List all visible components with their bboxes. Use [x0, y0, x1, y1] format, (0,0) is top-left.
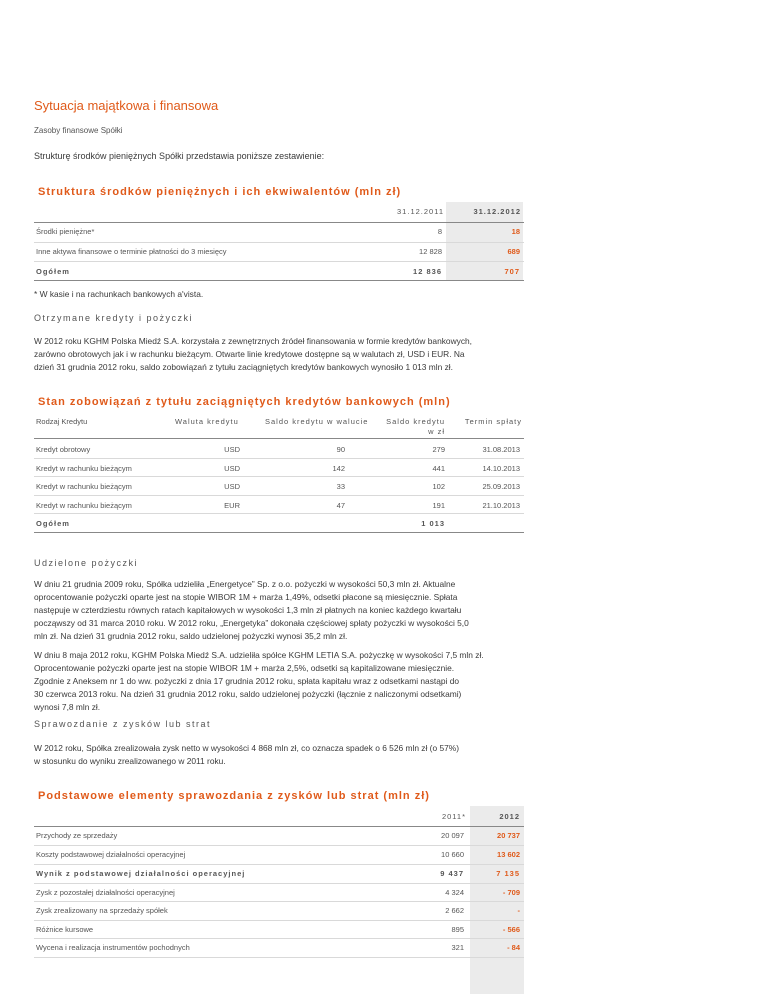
loans-received-title: Otrzymane kredyty i pożyczki: [34, 313, 194, 323]
table-cell: - 566: [502, 925, 520, 934]
table3-col-2012: 2012: [499, 812, 520, 821]
table2-header-due: Termin spłaty: [464, 417, 522, 426]
table2-total-label: Ogółem: [36, 519, 70, 528]
table-cell: 12 836: [413, 267, 442, 276]
table-row-label: Środki pieniężne*: [36, 227, 95, 236]
table-cell: 707: [504, 267, 520, 276]
table-cell: 689: [507, 247, 520, 256]
table-row-label: Wycena i realizacja instrumentów pochodnych: [36, 943, 190, 952]
table-cell: - 709: [502, 888, 520, 897]
table-row-label: Kredyt obrotowy: [36, 445, 91, 454]
table-cell: 12 828: [419, 247, 442, 256]
table-cell: 13 602: [497, 850, 520, 859]
table-cell: 441: [432, 464, 445, 473]
table-cell: 7 135: [496, 869, 520, 878]
table1-footnote: * W kasie i na rachunkach bankowych a'vista.: [34, 289, 204, 299]
table-cell: 9 437: [440, 869, 464, 878]
table-cell: 321: [451, 943, 464, 952]
table-cell: -: [517, 906, 520, 915]
table-cell: - 84: [507, 943, 520, 952]
table-cell: 8: [437, 227, 442, 236]
table-cell: 47: [336, 501, 345, 510]
table2-header-currency: Waluta kredytu: [175, 417, 239, 426]
table3-col-2011: 2011*: [441, 812, 466, 821]
table-cell: 10 660: [441, 850, 464, 859]
table-row-label: Wynik z podstawowej działalności operacyjnej: [36, 869, 246, 878]
table2-header-balance-currency: Saldo kredytu w walucie: [265, 417, 369, 426]
table-cell: 25.09.2013: [482, 482, 520, 491]
table-row-label: Inne aktywa finansowe o terminie płatności do 3 miesięcy: [36, 247, 227, 256]
table-cell: 142: [332, 464, 345, 473]
income-statement-text: W 2012 roku, Spółka zrealizowała zysk netto w wysokości 4 868 mln zł, co oznacza spadek o 6 526 mln zł (o 57%) w stosunku do wyniku zrealizowanego w 2011 roku.: [34, 743, 459, 766]
table-row-label: Zysk zrealizowany na sprzedaży spółek: [36, 906, 168, 915]
table2-header-balance-pln: Saldo kredytu: [386, 417, 445, 426]
loans-granted-para2: W dniu 8 maja 2012 roku, KGHM Polska Miedź S.A. udzieliła spółce KGHM LETIA S.A. pożyczkę w wysokości 7,5 mln zł. Oprocentowanie pożyczki oparte jest na stopie WIBOR 1M + marża 2,5%, odsetki są kapitalizowane miesięcznie. Zgodnie z Aneksem nr 1 do ww. pożyczki z dnia 17 grudnia 2012 roku, spłata kapitału wraz z odsetkami nastąpi do 30 czerwca 2013 roku. Na dzień 31 grudnia 2012 roku, saldo udzielonej pożyczki (łącznie z naliczonymi odsetkami) wynosi 7,8 mln zł.: [34, 650, 484, 712]
table-cell: 191: [432, 501, 445, 510]
table-cell: 20 737: [497, 831, 520, 840]
table-row-label: Kredyt w rachunku bieżącym: [36, 482, 132, 491]
table1-title: Struktura środków pieniężnych i ich ekwiwalentów (mln zł): [38, 186, 402, 198]
table3-title: Podstawowe elementy sprawozdania z zysków lub strat (mln zł): [38, 790, 430, 802]
table-cell: USD: [224, 445, 240, 454]
table2-title: Stan zobowiązań z tytułu zaciągniętych kredytów bankowych (mln): [38, 396, 451, 408]
loans-received-text: W 2012 roku KGHM Polska Miedź S.A. korzystała z zewnętrznych źródeł finansowania w formie kredytów bankowych, zarówno obrotowych jak i w rachunku bieżącym. Otwarte linie kredytowe dostępne są w walutach zł, USD i EUR. Na dzień 31 grudnia 2012 roku, saldo zobowiązań z tytułu zaciągniętych kredytów bankowych wynosiło 1 013 mln zł.: [34, 336, 473, 372]
table-cell: 895: [451, 925, 464, 934]
table-cell: 90: [336, 445, 345, 454]
table2-header-balance-pln-unit: w zł: [428, 427, 445, 436]
table-cell: USD: [224, 482, 240, 491]
section-label: Zasoby finansowe Spółki: [34, 126, 123, 135]
loans-granted-title: Udzielone pożyczki: [34, 558, 139, 568]
table-cell: 279: [432, 445, 445, 454]
table-cell: 31.08.2013: [482, 445, 520, 454]
table-cell: 14.10.2013: [482, 464, 520, 473]
table-cell: 2 662: [445, 906, 464, 915]
table-cell: 33: [336, 482, 345, 491]
table-cell: 21.10.2013: [482, 501, 520, 510]
table-cell: 102: [432, 482, 445, 491]
table2-total-value: 1 013: [421, 519, 445, 528]
table-row-label: Przychody ze sprzedaży: [36, 831, 118, 840]
table-cell: 18: [511, 227, 520, 236]
table2-header-type: Rodzaj Kredytu: [36, 417, 88, 426]
loans-granted-para1: W dniu 21 grudnia 2009 roku, Spółka udzieliła „Energetyce” Sp. z o.o. pożyczki w wysokości 50,3 mln zł. Aktualne oprocentowanie pożyczki oparte jest na stopie WIBOR 1M + marża 1,49%, odsetki płacone są miesięcznie. Spłata następuje w czterdziestu równych ratach kapitałowych w wysokości 1,3 mln zł płatnych na koniec każdego kwartału począwszy od 31 marca 2010 roku. W 2012 roku, „Energetyka” dokonała częściowej spłaty pożyczki w wysokości 5,0 mln zł. Na dzień 31 grudnia 2012 roku, saldo udzielonej pożyczki wynosi 35,2 mln zł.: [34, 579, 469, 641]
table-row-label: Różnice kursowe: [36, 925, 94, 934]
table-cell: 20 097: [441, 831, 464, 840]
intro-text: Strukturę środków pieniężnych Spółki przedstawia poniższe zestawienie:: [34, 151, 325, 161]
table-cell: USD: [224, 464, 240, 473]
table1-col-2012: 31.12.2012: [473, 207, 521, 216]
table-row-label: Koszty podstawowej działalności operacyjnej: [36, 850, 186, 859]
table-cell: 4 324: [445, 888, 464, 897]
table-row-label: Kredyt w rachunku bieżącym: [36, 501, 132, 510]
table-row-label: Ogółem: [36, 267, 70, 276]
table-row-label: Zysk z pozostałej działalności operacyjnej: [36, 888, 175, 897]
page-title: Sytuacja majątkowa i finansowa: [34, 98, 219, 113]
table-row-label: Kredyt w rachunku bieżącym: [36, 464, 132, 473]
income-statement-title: Sprawozdanie z zysków lub strat: [34, 719, 212, 729]
table-cell: EUR: [224, 501, 240, 510]
table1-col-2011: 31.12.2011: [397, 207, 444, 216]
